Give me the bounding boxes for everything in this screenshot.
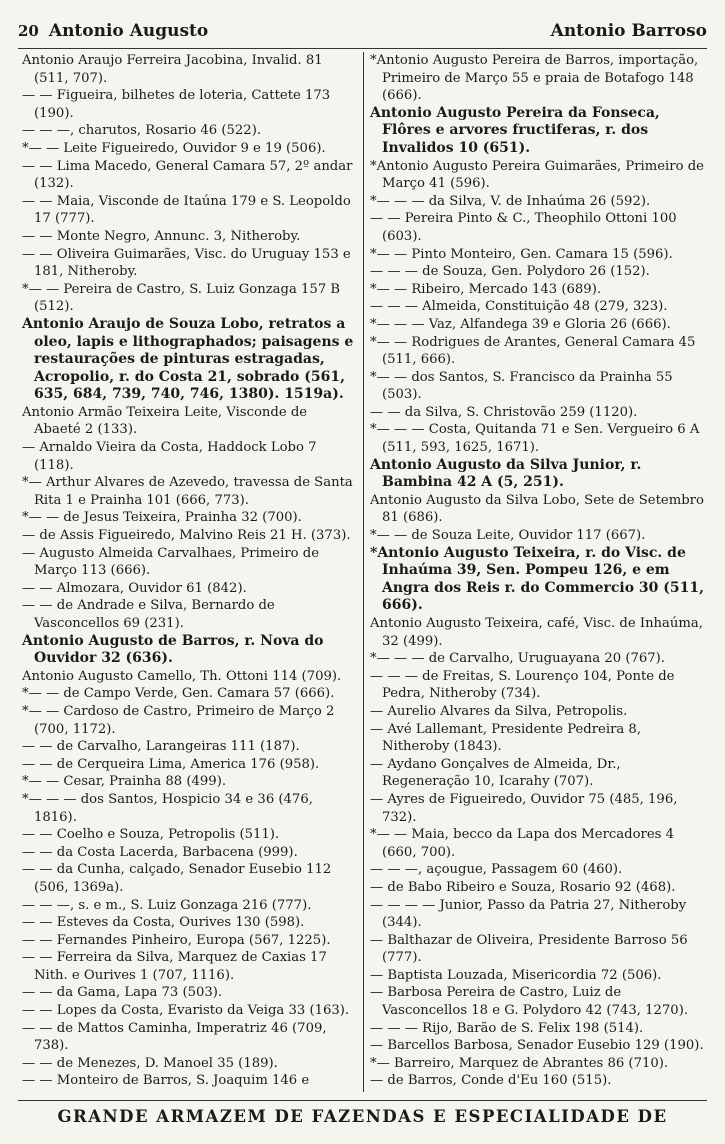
directory-entry: — — Coelho e Souza, Petropolis (511). <box>22 827 280 843</box>
left-column <box>16 52 364 1092</box>
directory-entry: — — —, açougue, Passagem 60 (460). <box>370 862 623 878</box>
directory-entry: — Baptista Louzada, Misericordia 72 (506). <box>370 967 662 983</box>
page-number: 20 <box>18 22 39 40</box>
directory-entry: — — Oliveira Guimarães, Visc. do Uruguay 153 e 181, Nitheroby. <box>22 246 351 280</box>
directory-entry: — — de Cerqueira Lima, America 176 (958). <box>22 756 320 772</box>
directory-entry: — — Esteves da Costa, Ourives 130 (598). <box>22 915 305 931</box>
directory-entry: *Antonio Augusto Teixeira, r. do Visc. de Inhaúma 39, Sen. Pompeu 126, e em Angra dos Reis r. do Commercio 30 (511, 666). <box>370 544 705 614</box>
directory-entry: — — Almozara, Ouvidor 61 (842). <box>22 580 247 596</box>
directory-entry: — Ayres de Figueiredo, Ouvidor 75 (485, 196, 732). <box>370 791 678 825</box>
directory-entry: — de Assis Figueiredo, Malvino Reis 21 H. (373). <box>22 528 351 544</box>
header-right-title: Antonio Barroso <box>550 21 707 41</box>
directory-entry: *— — Leite Figueiredo, Ouvidor 9 e 19 (506). <box>22 140 326 156</box>
directory-entry: Antonio Augusto Camello, Th. Ottoni 114 (709). <box>22 668 342 684</box>
directory-entry: — Aurelio Alvares da Silva, Petropolis. <box>370 703 628 719</box>
directory-entry: — — de Menezes, D. Manoel 35 (189). <box>22 1055 278 1071</box>
directory-entry: — Avé Lallemant, Presidente Pedreira 8, Nitheroby (1843). <box>370 721 642 755</box>
directory-entry: Antonio Augusto da Silva Junior, r. Bambina 42 A (5, 251). <box>370 456 642 491</box>
directory-entry: *— — Cesar, Prainha 88 (499). <box>22 774 227 790</box>
page-header <box>18 14 707 49</box>
directory-entry: — Arnaldo Vieira da Costa, Haddock Lobo 7 (118). <box>22 440 317 473</box>
directory-entry: — — Ferreira da Silva, Marquez de Caxias 17 Nith. e Ourives 1 (707, 1116). <box>22 950 327 983</box>
directory-entry: — — Maia, Visconde de Itaúna 179 e S. Leopoldo 17 (777). <box>22 193 351 227</box>
directory-entry: — de Babo Ribeiro e Souza, Rosario 92 (468). <box>370 879 676 895</box>
directory-entry: — — — — Junior, Passo da Patria 27, Nitheroby (344). <box>370 897 687 931</box>
directory-entry: Antonio Augusto Pereira da Fonseca, Flôres e arvores fructiferas, r. dos Invalidos 10 (651). <box>370 104 660 156</box>
directory-entry: *— — de Campo Verde, Gen. Camara 57 (666). <box>22 686 335 702</box>
columns <box>16 52 711 1092</box>
directory-entry: Antonio Augusto Teixeira, café, Visc. de Inhaúma, 32 (499). <box>370 616 703 649</box>
directory-entry: Antonio Armão Teixeira Leite, Visconde de Abaeté 2 (133). <box>22 404 308 438</box>
directory-entry: — — da Cunha, calçado, Senador Eusebio 112 (506, 1369a). <box>22 862 332 895</box>
directory-entry: *— — Pereira de Castro, S. Luiz Gonzaga 157 B (512). <box>22 281 341 315</box>
directory-entry: — — Pereira Pinto & C., Theophilo Ottoni 100 (603). <box>370 211 677 244</box>
right-column <box>364 52 711 1092</box>
directory-entry: — — — Almeida, Constituição 48 (279, 323). <box>370 299 668 315</box>
directory-entry: *— — — da Silva, V. de Inhaúma 26 (592). <box>370 193 651 209</box>
directory-entry: *— — Maia, becco da Lapa dos Mercadores 4 (660, 700). <box>370 827 674 860</box>
directory-entry: — — — Rijo, Barão de S. Felix 198 (514). <box>370 1020 644 1036</box>
directory-entry: — — da Gama, Lapa 73 (503). <box>22 985 223 1001</box>
directory-entry: — Augusto Almeida Carvalhaes, Primeiro de Março 113 (666). <box>22 545 319 579</box>
directory-entry: *— — — dos Santos, Hospicio 34 e 36 (476, 1816). <box>22 791 313 825</box>
directory-entry: *— — — Costa, Quitanda 71 e Sen. Vergueiro 6 A (511, 593, 1625, 1671). <box>370 422 700 456</box>
directory-entry: — — —, charutos, Rosario 46 (522). <box>22 123 262 139</box>
directory-entry: — — Lopes da Costa, Evaristo da Veiga 33 (163). <box>22 1003 350 1019</box>
directory-entry: — — de Carvalho, Larangeiras 111 (187). <box>22 739 300 755</box>
directory-entry: — — — de Souza, Gen. Polydoro 26 (152). <box>370 264 650 280</box>
directory-entry: — — Fernandes Pinheiro, Europa (567, 1225). <box>22 932 331 948</box>
directory-entry: *— — de Jesus Teixeira, Prainha 32 (700). <box>22 510 302 526</box>
footer-banner: GRANDE ARMAZEM DE FAZENDAS E ESPECIALIDADE DE <box>18 1100 707 1130</box>
header-left-title: Antonio Augusto <box>48 21 209 41</box>
directory-entry: *— — Ribeiro, Mercado 143 (689). <box>370 281 602 297</box>
directory-entry: — Barbosa Pereira de Castro, Luiz de Vasconcellos 18 e G. Polydoro 42 (743, 1270). <box>370 985 689 1019</box>
directory-entry: *— Barreiro, Marquez de Abrantes 86 (710). <box>370 1055 669 1071</box>
directory-entry: *— — Rodrigues de Arantes, General Camara 45 (511, 666). <box>370 334 696 368</box>
header-left <box>18 21 208 41</box>
directory-entry: — — da Silva, S. Christovão 259 (1120). <box>370 404 638 420</box>
directory-entry: *— — Cardoso de Castro, Primeiro de Março 2 (700, 1172). <box>22 703 335 737</box>
directory-entry: *— — dos Santos, S. Francisco da Prainha 55 (503). <box>370 369 673 403</box>
directory-entry: — — de Andrade e Silva, Bernardo de Vasconcellos 69 (231). <box>22 598 275 631</box>
directory-entry: *— — de Souza Leite, Ouvidor 117 (667). <box>370 528 646 544</box>
directory-entry: *Antonio Augusto Pereira Guimarães, Primeiro de Março 41 (596). <box>370 158 704 192</box>
directory-entry: *— — Pinto Monteiro, Gen. Camara 15 (596). <box>370 246 673 262</box>
directory-entry: — — — de Freitas, S. Lourenço 104, Ponte de Pedra, Nitheroby (734). <box>370 668 675 702</box>
directory-entry: *— — — de Carvalho, Uruguayana 20 (767). <box>370 651 665 667</box>
directory-entry: *— — — Vaz, Alfandega 39 e Gloria 26 (666). <box>370 316 671 332</box>
directory-entry: — Balthazar de Oliveira, Presidente Barroso 56 (777). <box>370 932 688 966</box>
directory-entry: — de Barros, Conde d'Eu 160 (515). <box>370 1073 612 1089</box>
directory-entry: Antonio Augusto de Barros, r. Nova do Ouvidor 32 (636). <box>22 632 324 667</box>
directory-entry: — — Monteiro de Barros, S. Joaquim 146 e <box>22 1073 310 1089</box>
directory-entry: — Aydano Gonçalves de Almeida, Dr., Regeneração 10, Icarahy (707). <box>370 756 621 790</box>
directory-entry: Antonio Augusto da Silva Lobo, Sete de Setembro 81 (686). <box>370 492 704 526</box>
directory-entry: — — da Costa Lacerda, Barbacena (999). <box>22 844 298 860</box>
directory-entry: — — —, s. e m., S. Luiz Gonzaga 216 (777). <box>22 897 312 913</box>
directory-entry: — — Figueira, bilhetes de loteria, Cattete 173 (190). <box>22 88 331 121</box>
directory-entry: *Antonio Augusto Pereira de Barros, importação, Primeiro de Março 55 e praia de Botafogo 148 (666). <box>370 53 699 104</box>
directory-entry: Antonio Araujo de Souza Lobo, retratos a oleo, lapis e lithographados; paisagens e restaurações de pinturas estragadas, Acropolio, r. do Costa 21, sobrado (561, 635, 684, 739, 740, 746, 1380). 1519a). <box>22 315 354 403</box>
directory-entry: — — Lima Macedo, General Camara 57, 2º andar (132). <box>22 158 353 192</box>
directory-entry: Antonio Araujo Ferreira Jacobina, Invalid. 81 (511, 707). <box>22 53 323 86</box>
directory-entry: *— Arthur Alvares de Azevedo, travessa de Santa Rita 1 e Prainha 101 (666, 773). <box>22 475 353 508</box>
directory-entry: — Barcellos Barbosa, Senador Eusebio 129 (190). <box>370 1038 704 1054</box>
directory-entry: — — de Mattos Caminha, Imperatriz 46 (709, 738). <box>22 1020 327 1054</box>
directory-entry: — — Monte Negro, Annunc. 3, Nitheroby. <box>22 228 301 244</box>
directory-entry <box>370 1090 705 1092</box>
